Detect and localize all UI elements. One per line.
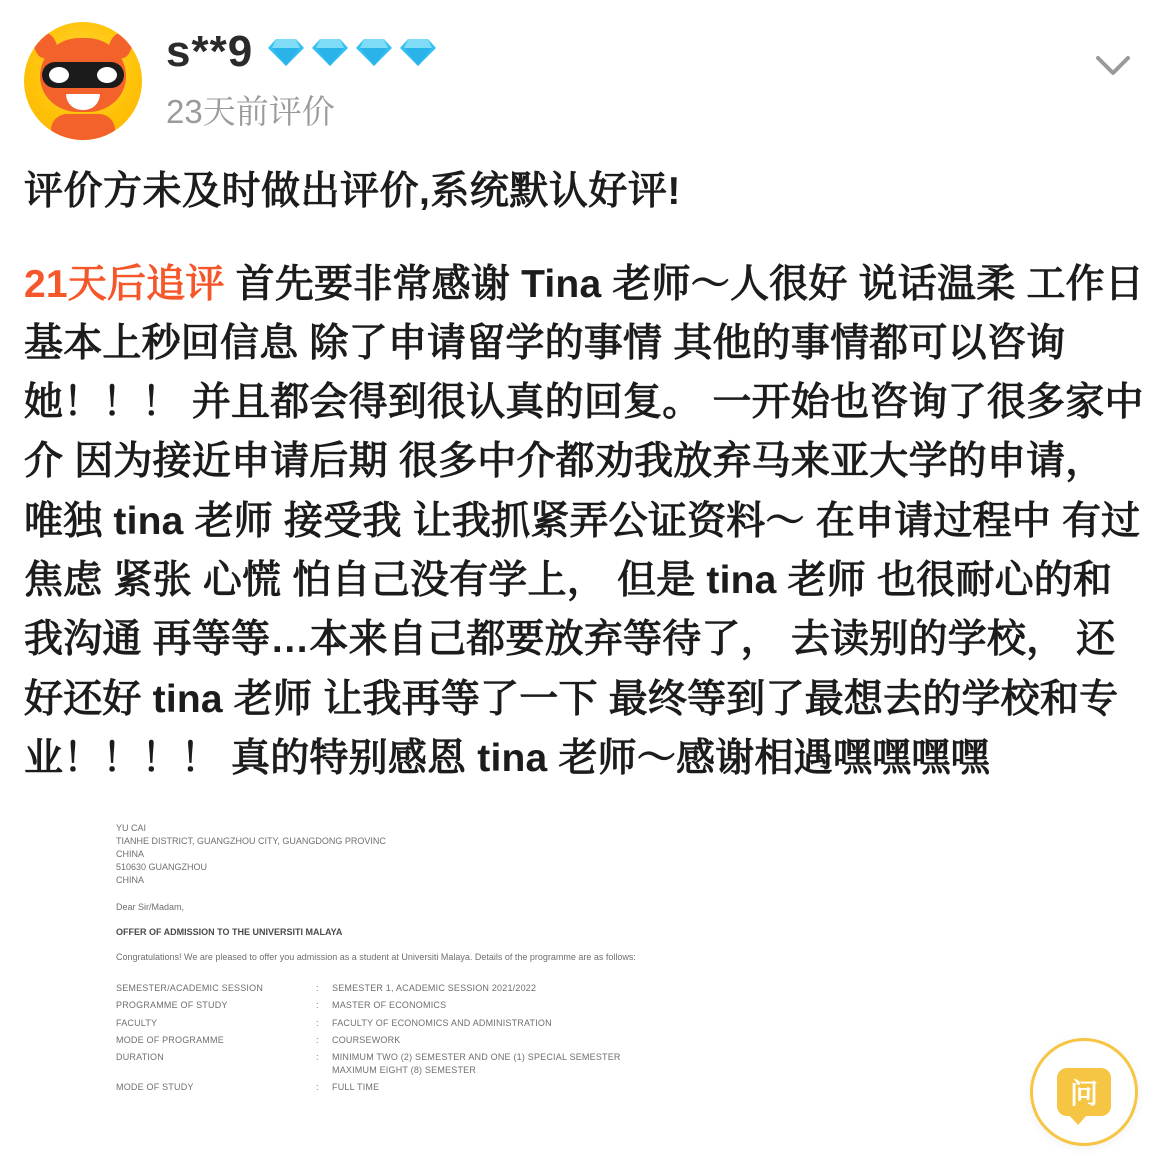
letter-salutation: Dear Sir/Madam,: [116, 902, 185, 913]
detail-colon: :: [316, 1051, 319, 1062]
diamond-icon: [311, 37, 349, 67]
table-row: [116, 980, 676, 997]
table-row: [116, 1015, 676, 1032]
detail-label: MODE OF PROGRAMME: [116, 1034, 224, 1045]
chat-bubble-icon: [1057, 1068, 1111, 1116]
admission-letter: [116, 816, 676, 1096]
detail-value: FULL TIME: [332, 1081, 380, 1092]
detail-value: MINIMUM TWO (2) SEMESTER AND ONE (1) SPECIAL SEMESTER: [332, 1051, 621, 1062]
review-header: [0, 0, 1170, 140]
table-row: [116, 1079, 676, 1096]
detail-colon: :: [316, 1081, 319, 1092]
followup-tag: 21天后追评: [24, 262, 225, 306]
letter-details-table: [116, 980, 676, 1095]
username-row: [166, 28, 1146, 76]
table-row: [116, 1049, 676, 1079]
followup-comment: [24, 255, 1146, 788]
detail-colon: :: [316, 983, 319, 994]
first-comment: 评价方未及时做出评价,系统默认好评!: [24, 170, 681, 213]
followup-text: 首先要非常感谢 Tina 老师～人很好 说话温柔 工作日基本上秒回信息 除了申请留学的事情 其他的事情都可以咨询她！！！ 并且都会得到很认真的回复。 一开始也咨询了很多家中介 因为接近申请后期 很多中介都劝我放弃马来亚大学的申请， 唯独 tina 老师 接受我 让我抓紧弄公证资料～ 在申请过程中 有过焦虑 紧张 心慌 怕自己没有学上， 但是 tina 老师 也很耐心的和我沟通 再等等…本来自己都要放弃等待了， 去读别的学校， 还好还好 tina 老师 让我再等了一下 最终等到了最想去的学校和专业！！！！ 真的特别感恩 tina 老师～感谢相遇嘿嘿嘿嘿: [24, 262, 1145, 780]
chevron-down-icon[interactable]: [1090, 42, 1136, 88]
detail-colon: :: [316, 1000, 319, 1011]
review-time: 23天前评价: [166, 93, 335, 131]
address-line: TIANHE DISTRICT, GUANGZHOU CITY, GUANGDONG PROVINC: [116, 836, 386, 847]
avatar-eye-right: [97, 67, 117, 83]
address-line: YU CAI: [116, 823, 147, 834]
detail-value: MASTER OF ECONOMICS: [332, 1000, 447, 1011]
detail-value: COURSEWORK: [332, 1034, 401, 1045]
avatar: [24, 22, 142, 140]
letter-address: [116, 822, 676, 887]
detail-label: MODE OF STUDY: [116, 1081, 194, 1092]
address-line: 510630 GUANGZHOU: [116, 862, 208, 873]
avatar-eye-left: [49, 67, 69, 83]
address-line: CHINA: [116, 875, 145, 886]
detail-colon: :: [316, 1017, 319, 1028]
username: s**9: [166, 27, 254, 76]
review-header-text: [166, 22, 1146, 132]
letter-offer-title: OFFER OF ADMISSION TO THE UNIVERSITI MALAYA: [116, 927, 343, 938]
letter-congrats: Congratulations! We are pleased to offer you admission as a student at Universiti Malaya. Details of the programme are as follows:: [116, 952, 636, 963]
diamond-icon: [399, 37, 437, 67]
detail-value: FACULTY OF ECONOMICS AND ADMINISTRATION: [332, 1017, 552, 1028]
attachment-image[interactable]: [116, 816, 676, 1096]
detail-value-group: [332, 1049, 676, 1079]
ask-button-label: 问: [1069, 1078, 1098, 1109]
table-row: [116, 997, 676, 1014]
detail-label: FACULTY: [116, 1017, 158, 1028]
diamond-icon: [355, 37, 393, 67]
diamond-icon: [267, 37, 305, 67]
avatar-body: [51, 114, 115, 140]
detail-label: SEMESTER/ACADEMIC SESSION: [116, 983, 264, 994]
rating-diamonds: [267, 37, 437, 67]
review-body: [0, 166, 1170, 1096]
detail-value: SEMESTER 1, ACADEMIC SESSION 2021/2022: [332, 983, 537, 994]
detail-colon: :: [316, 1034, 319, 1045]
ask-button[interactable]: [1030, 1038, 1138, 1146]
table-row: [116, 1032, 676, 1049]
detail-label: PROGRAMME OF STUDY: [116, 1000, 228, 1011]
detail-value-secondary: MAXIMUM EIGHT (8) SEMESTER: [332, 1064, 477, 1075]
detail-label: DURATION: [116, 1051, 164, 1062]
address-line: CHINA: [116, 849, 145, 860]
